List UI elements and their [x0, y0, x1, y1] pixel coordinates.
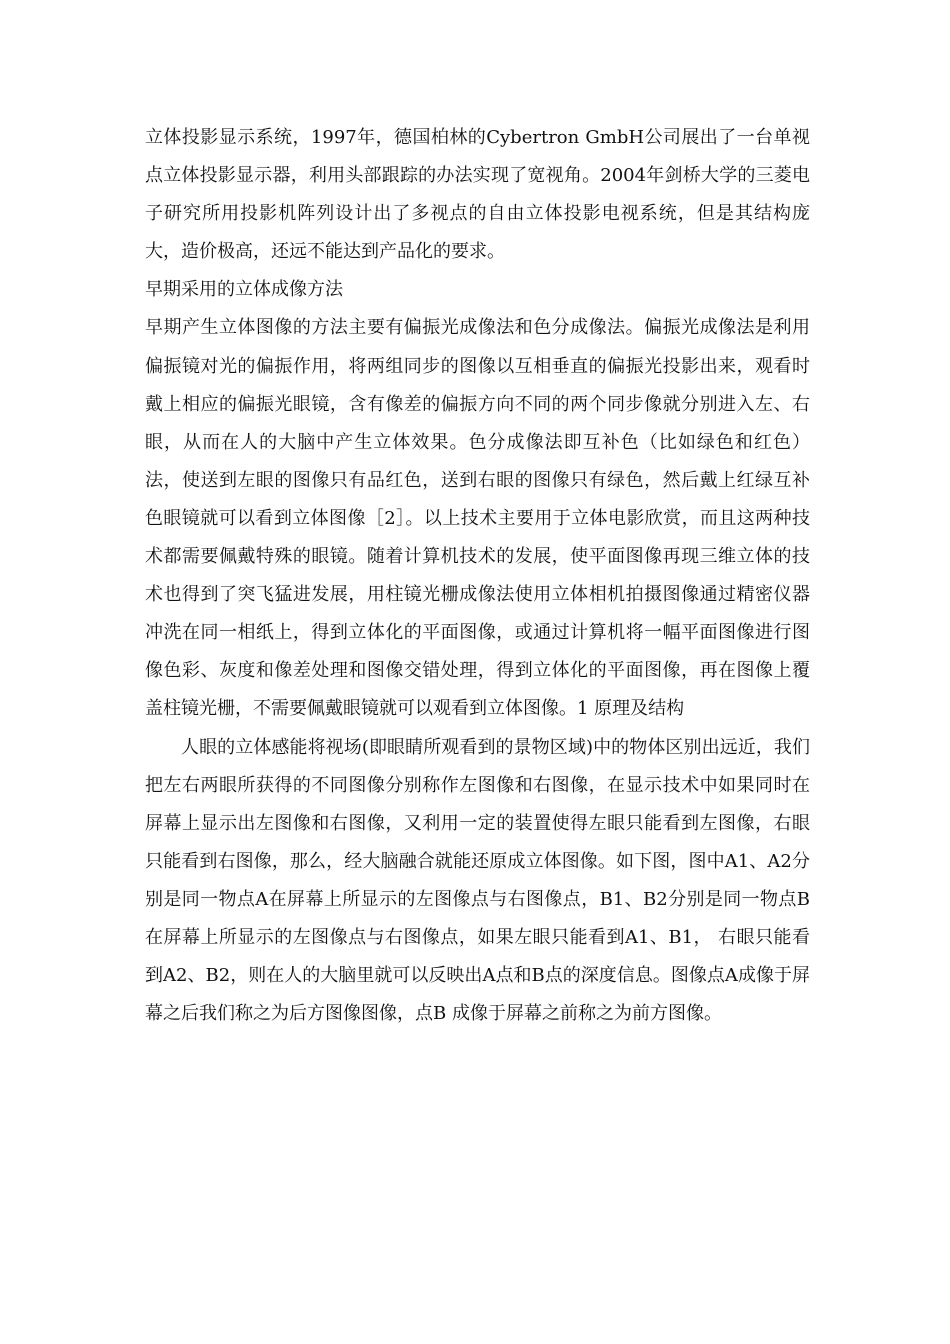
- document-body: [145, 119, 810, 1033]
- paragraph-early-methods: 早期产生立体图像的方法主要有偏振光成像法和色分成像法。偏振光成像法是利用偏振镜对光的偏振作用，将两组同步的图像以互相垂直的偏振光投影出来，观看时戴上相应的偏振光眼镜，含有像差的偏振方向不同的两个同步像就分别进入左、右眼，从而在人的大脑中产生立体效果。色分成像法即互补色（比如绿色和红色）法，使送到左眼的图像只有品红色，送到右眼的图像只有绿色，然后戴上红绿互补色眼镜就可以看到立体图像［2］。以上技术主要用于立体电影欣赏，而且这两种技术都需要佩戴特殊的眼镜。随着计算机技术的发展，使平面图像再现三维立体的技术也得到了突飞猛进发展，用柱镜光栅成像法使用立体相机拍摄图像通过精密仪器冲洗在同一相纸上，得到立体化的平面图像，或通过计算机将一幅平面图像进行图像色彩、灰度和像差处理和图像交错处理，得到立体化的平面图像，再在图像上覆盖柱镜光栅，不需要佩戴眼镜就可以观看到立体图像。1 原理及结构: [145, 317, 810, 720]
- paragraph-intro: 立体投影显示系统，1997年，德国柏林的Cybertron GmbH公司展出了一台单视点立体投影显示器，利用头部跟踪的办法实现了宽视角。2004年剑桥大学的三菱电子研究所用投影机阵列设计出了多视点的自由立体投影电视系统，但是其结构庞大，造价极高，还远不能达到产品化的要求。: [145, 127, 810, 263]
- section-heading-early-methods: 早期采用的立体成像方法: [145, 279, 343, 301]
- paragraph-principle: 人眼的立体感能将视场(即眼睛所观看到的景物区域)中的物体区别出远近，我们把左右两眼所获得的不同图像分别称作左图像和右图像，在显示技术中如果同时在屏幕上显示出左图像和右图像，又利用一定的装置使得左眼只能看到左图像，右眼只能看到右图像，那么，经大脑融合就能还原成立体图像。如下图，图中A1、A2分别是同一物点A在屏幕上所显示的左图像点与右图像点，B1、B2分别是同一物点B在屏幕上所显示的左图像点与右图像点，如果左眼只能看到A1、B1， 右眼只能看到A2、B2，则在人的大脑里就可以反映出A点和B点的深度信息。图像点A成像于屏幕之后我们称之为后方图像图像，点B 成像于屏幕之前称之为前方图像。: [145, 736, 810, 1025]
